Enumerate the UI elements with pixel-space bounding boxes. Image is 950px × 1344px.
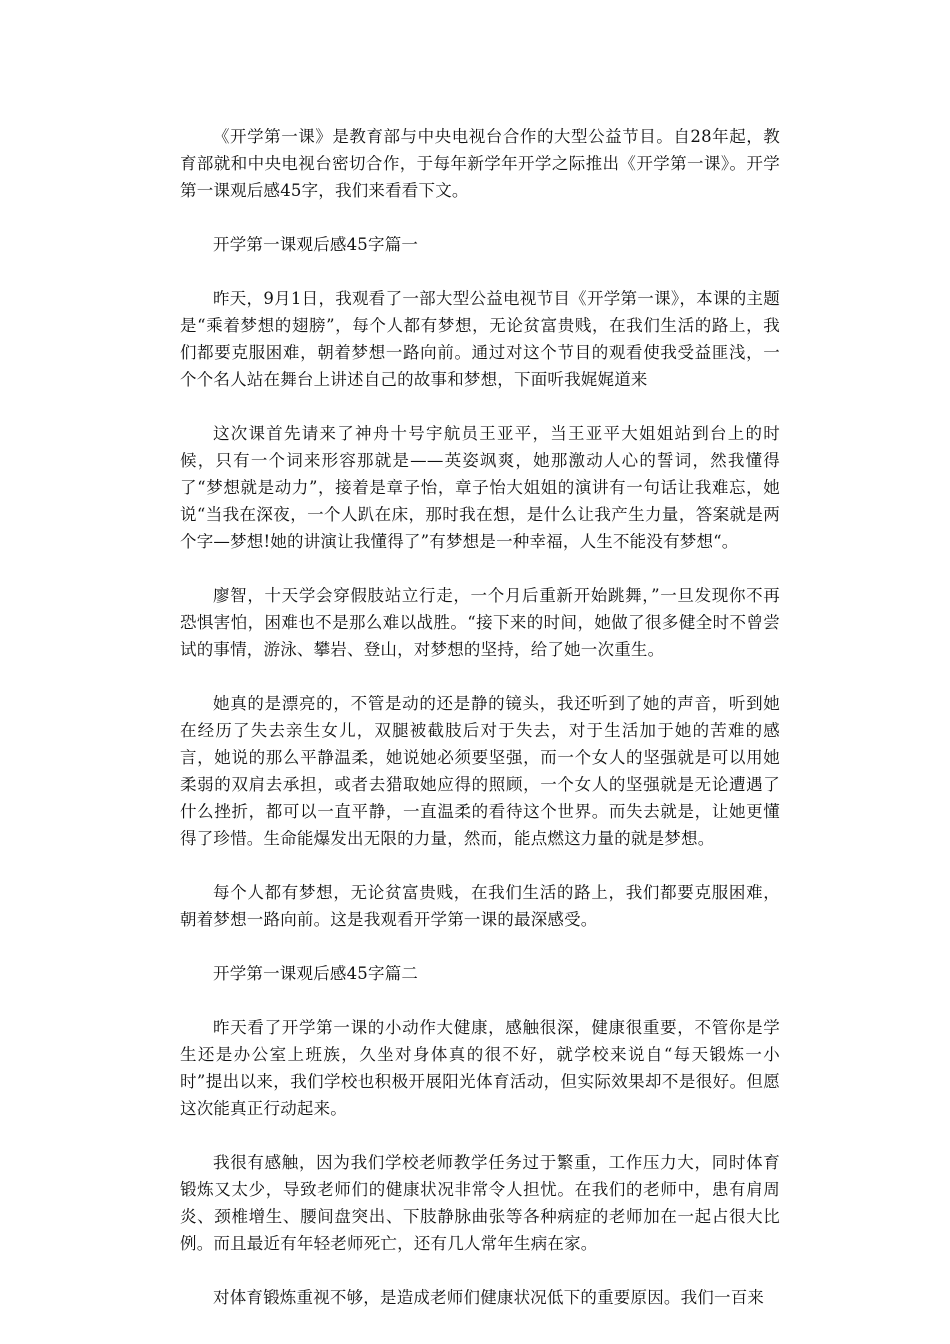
intro-paragraph: 《开学第一课》是教育部与中央电视台合作的大型公益节目。自28年起，教育部就和中央电视台密切合作，于每年新学年开学之际推出《开学第一课》。开学第一课观后感45字，我们来看看下文。 xyxy=(180,127,780,200)
body-paragraph: 对体育锻炼重视不够，是造成老师们健康状况低下的重要原因。我们一百来 xyxy=(213,1288,765,1307)
body-paragraph: 昨天，9月1日，我观看了一部大型公益电视节目《开学第一课》，本课的主题是“乘着梦想的翅膀”，每个人都有梦想，无论贫富贵贱，在我们生活的路上，我们都要克服困难，朝着梦想一路向前。通过对这个节目的观看使我受益匪浅，一个个名人站在舞台上讲述自己的故事和梦想，下面听我娓娓道来 xyxy=(180,289,780,389)
section-heading-2: 开学第一课观后感45字篇二 xyxy=(213,964,419,983)
section-heading-1: 开学第一课观后感45字篇一 xyxy=(213,235,419,254)
body-paragraph: 昨天看了开学第一课的小动作大健康，感触很深，健康很重要，不管你是学生还是办公室上班族，久坐对身体真的很不好，就学校来说自“每天锻炼一小时”提出以来，我们学校也积极开展阳光体育活动，但实际效果却不是很好。但愿这次能真正行动起来。 xyxy=(180,1018,780,1118)
body-paragraph: 这次课首先请来了神舟十号宇航员王亚平，当王亚平大姐姐站到台上的时候，只有一个词来形容那就是——英姿飒爽，她那激动人心的誓词，然我懂得了“梦想就是动力”，接着是章子怡，章子怡大姐姐的演讲有一句话让我难忘，她说“当我在深夜，一个人趴在床，那时我在想，是什么让我产生力量，答案就是两个字—梦想!她的讲演让我懂得了”有梦想是一种幸福，人生不能没有梦想“。 xyxy=(180,424,780,551)
body-paragraph: 每个人都有梦想，无论贫富贵贱，在我们生活的路上，我们都要克服困难，朝着梦想一路向前。这是我观看开学第一课的最深感受。 xyxy=(180,883,780,929)
body-paragraph: 我很有感触，因为我们学校老师教学任务过于繁重，工作压力大，同时体育锻炼又太少，导致老师们的健康状况非常令人担忧。在我们的老师中，患有肩周炎、颈椎增生、腰间盘突出、下肢静脉曲张等各种病症的老师加在一起占很大比例。而且最近有年轻老师死亡，还有几人常年生病在家。 xyxy=(180,1153,780,1253)
body-paragraph: 廖智，十天学会穿假肢站立行走，一个月后重新开始跳舞，”一旦发现你不再恐惧害怕，困难也不是那么难以战胜。“接下来的时间，她做了很多健全时不曾尝试的事情，游泳、攀岩、登山，对梦想的坚持，给了她一次重生。 xyxy=(180,586,780,659)
document-body xyxy=(180,123,780,1338)
body-paragraph: 她真的是漂亮的，不管是动的还是静的镜头，我还听到了她的声音，听到她在经历了失去亲生女儿，双腿被截肢后对于失去，对于生活加于她的苦难的感言，她说的那么平静温柔，她说她必须要坚强，而一个女人的坚强就是可以用她柔弱的双肩去承担，或者去猎取她应得的照顾，一个女人的坚强就是无论遭遇了什么挫折，都可以一直平静，一直温柔的看待这个世界。而失去就是，让她更懂得了珍惜。生命能爆发出无限的力量，然而，能点燃这力量的就是梦想。 xyxy=(180,694,780,848)
